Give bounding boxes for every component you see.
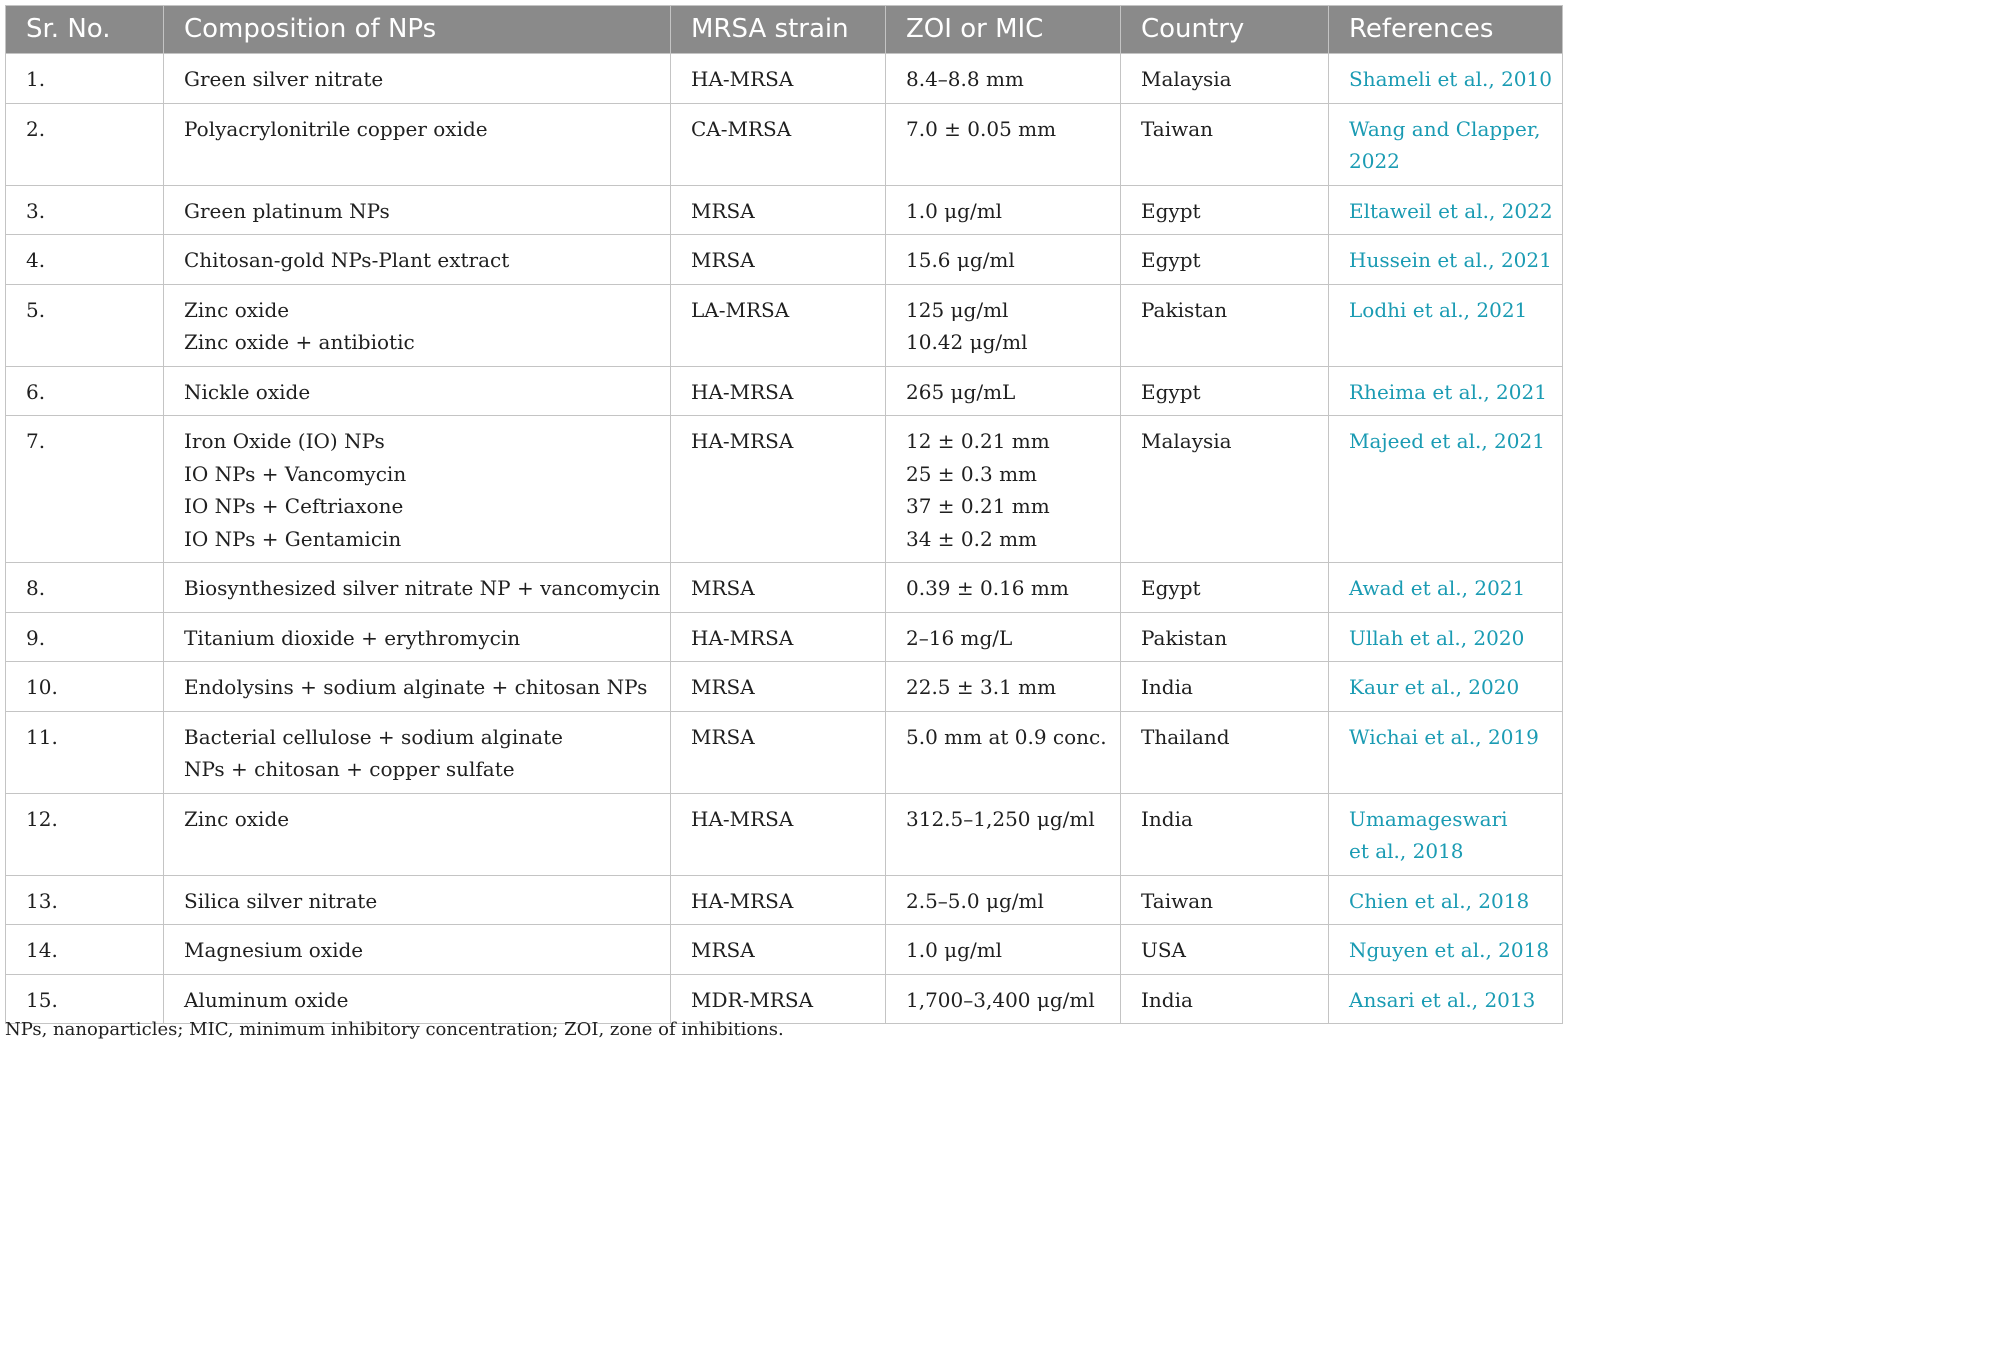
cell-sr-no: 14.	[6, 925, 164, 975]
reference-link-text: Ullah et al., 2020	[1349, 625, 1525, 650]
zoi-value-line: 0.39 ± 0.16 mm	[906, 576, 1069, 600]
cell-composition	[164, 793, 671, 875]
composition-line: Zinc oxide	[184, 806, 290, 831]
cell-country: USA	[1121, 925, 1329, 975]
composition-line: Chitosan-gold NPs-Plant extract	[184, 248, 510, 272]
cell-reference-link[interactable]	[1329, 563, 1563, 613]
cell-sr-no: 2.	[6, 103, 164, 185]
cell-composition	[164, 875, 671, 925]
table-row	[6, 711, 1563, 793]
cell-reference-link[interactable]	[1329, 612, 1563, 662]
cell-zoi-mic	[886, 974, 1121, 1024]
cell-sr-no: 7.	[6, 416, 164, 563]
cell-composition	[164, 563, 671, 613]
header-mrsa-strain: MRSA strain	[671, 6, 886, 54]
cell-mrsa-strain: HA-MRSA	[671, 54, 886, 104]
cell-sr-no: 10.	[6, 662, 164, 712]
cell-mrsa-strain: MRSA	[671, 563, 886, 613]
reference-link-text: Wang and Clapper,	[1349, 116, 1541, 141]
cell-reference-link[interactable]	[1329, 103, 1563, 185]
cell-country: India	[1121, 974, 1329, 1024]
cell-mrsa-strain: CA-MRSA	[671, 103, 886, 185]
zoi-value-line: 265 μg/mL	[906, 379, 1016, 404]
zoi-value-line: 37 ± 0.21 mm	[906, 494, 1050, 518]
table-row	[6, 103, 1563, 185]
cell-composition	[164, 662, 671, 712]
cell-reference-link[interactable]	[1329, 974, 1563, 1024]
zoi-value-line: 7.0 ± 0.05 mm	[906, 116, 1057, 141]
table-row	[6, 875, 1563, 925]
cell-mrsa-strain: MRSA	[671, 662, 886, 712]
composition-line: IO NPs + Vancomycin	[184, 461, 407, 486]
cell-zoi-mic	[886, 103, 1121, 185]
cell-composition	[164, 925, 671, 975]
header-references: References	[1329, 6, 1563, 54]
cell-country: India	[1121, 793, 1329, 875]
cell-country: Malaysia	[1121, 416, 1329, 563]
table-row	[6, 185, 1563, 235]
cell-composition	[164, 103, 671, 185]
cell-zoi-mic	[886, 366, 1121, 416]
reference-link-text: Shameli et al., 2010	[1349, 67, 1552, 91]
header-composition: Composition of NPs	[164, 6, 671, 54]
nanoparticle-mrsa-table	[5, 5, 1563, 1024]
table-row	[6, 925, 1563, 975]
cell-composition	[164, 612, 671, 662]
cell-country: Taiwan	[1121, 875, 1329, 925]
cell-reference-link[interactable]	[1329, 366, 1563, 416]
composition-line: Titanium dioxide + erythromycin	[184, 625, 521, 650]
table-row	[6, 974, 1563, 1024]
cell-zoi-mic	[886, 563, 1121, 613]
reference-link-text: Ansari et al., 2013	[1349, 987, 1536, 1012]
zoi-value-line: 1.0 μg/ml	[906, 938, 1003, 962]
table-row	[6, 54, 1563, 104]
table-row	[6, 416, 1563, 563]
cell-zoi-mic	[886, 925, 1121, 975]
cell-country: Egypt	[1121, 366, 1329, 416]
composition-line: NPs + chitosan + copper sulfate	[184, 757, 515, 781]
reference-link-text: et al., 2018	[1349, 839, 1464, 863]
zoi-value-line: 2–16 mg/L	[906, 625, 1013, 650]
zoi-value-line: 8.4–8.8 mm	[906, 67, 1024, 91]
cell-sr-no: 15.	[6, 974, 164, 1024]
cell-reference-link[interactable]	[1329, 875, 1563, 925]
cell-mrsa-strain: MDR-MRSA	[671, 974, 886, 1024]
reference-link-text: Nguyen et al., 2018	[1349, 938, 1550, 962]
table-row	[6, 662, 1563, 712]
cell-reference-link[interactable]	[1329, 235, 1563, 285]
composition-line: IO NPs + Ceftriaxone	[184, 494, 404, 518]
cell-country: Egypt	[1121, 563, 1329, 613]
composition-line: Magnesium oxide	[184, 938, 364, 962]
reference-link-text: Umamageswari	[1349, 806, 1508, 831]
cell-reference-link[interactable]	[1329, 793, 1563, 875]
cell-country: Taiwan	[1121, 103, 1329, 185]
header-sr-no: Sr. No.	[6, 6, 164, 54]
zoi-value-line: 34 ± 0.2 mm	[906, 526, 1038, 551]
composition-line: Nickle oxide	[184, 379, 311, 404]
reference-link-text: Kaur et al., 2020	[1349, 675, 1520, 699]
reference-link-text: 2022	[1349, 149, 1400, 173]
zoi-value-line: 5.0 mm at 0.9 conc.	[906, 724, 1107, 749]
composition-line: Aluminum oxide	[184, 987, 349, 1012]
reference-link-text: Wichai et al., 2019	[1349, 724, 1539, 749]
composition-line: IO NPs + Gentamicin	[184, 526, 402, 551]
cell-mrsa-strain: HA-MRSA	[671, 875, 886, 925]
cell-zoi-mic	[886, 875, 1121, 925]
cell-sr-no: 6.	[6, 366, 164, 416]
cell-reference-link[interactable]	[1329, 54, 1563, 104]
reference-link-text: Eltaweil et al., 2022	[1349, 198, 1553, 223]
composition-line: Biosynthesized silver nitrate NP + vancomycin	[184, 576, 661, 600]
cell-reference-link[interactable]	[1329, 925, 1563, 975]
header-row	[6, 6, 1563, 54]
cell-mrsa-strain: MRSA	[671, 925, 886, 975]
table-body	[6, 54, 1563, 1024]
cell-sr-no: 13.	[6, 875, 164, 925]
zoi-value-line: 2.5–5.0 μg/ml	[906, 888, 1044, 913]
cell-sr-no: 4.	[6, 235, 164, 285]
cell-composition	[164, 974, 671, 1024]
cell-country: Egypt	[1121, 185, 1329, 235]
zoi-value-line: 15.6 μg/ml	[906, 248, 1015, 272]
cell-mrsa-strain: HA-MRSA	[671, 793, 886, 875]
composition-line: Zinc oxide + antibiotic	[184, 330, 415, 354]
cell-composition	[164, 235, 671, 285]
cell-zoi-mic	[886, 662, 1121, 712]
cell-composition	[164, 711, 671, 793]
composition-line: Endolysins + sodium alginate + chitosan NPs	[184, 675, 648, 699]
cell-sr-no: 8.	[6, 563, 164, 613]
composition-line: Iron Oxide (IO) NPs	[184, 429, 385, 453]
cell-zoi-mic	[886, 416, 1121, 563]
cell-zoi-mic	[886, 284, 1121, 366]
reference-link-text: Rheima et al., 2021	[1349, 379, 1547, 404]
table-footnote: NPs, nanoparticles; MIC, minimum inhibitory concentration; ZOI, zone of inhibitions.	[5, 1019, 784, 1040]
composition-line: Green platinum NPs	[184, 198, 390, 223]
reference-link-text: Awad et al., 2021	[1349, 576, 1526, 600]
cell-mrsa-strain: HA-MRSA	[671, 366, 886, 416]
header-zoi-mic: ZOI or MIC	[886, 6, 1121, 54]
composition-line: Green silver nitrate	[184, 67, 384, 91]
zoi-value-line: 25 ± 0.3 mm	[906, 461, 1038, 486]
cell-composition	[164, 366, 671, 416]
composition-line: Bacterial cellulose + sodium alginate	[184, 724, 563, 749]
table-row	[6, 612, 1563, 662]
cell-mrsa-strain: HA-MRSA	[671, 612, 886, 662]
cell-mrsa-strain: HA-MRSA	[671, 416, 886, 563]
composition-line: Silica silver nitrate	[184, 888, 378, 913]
composition-line: Zinc oxide	[184, 297, 290, 322]
cell-reference-link[interactable]	[1329, 416, 1563, 563]
cell-sr-no: 12.	[6, 793, 164, 875]
cell-zoi-mic	[886, 54, 1121, 104]
cell-zoi-mic	[886, 793, 1121, 875]
cell-mrsa-strain: MRSA	[671, 711, 886, 793]
cell-zoi-mic	[886, 711, 1121, 793]
cell-composition	[164, 284, 671, 366]
cell-country: Thailand	[1121, 711, 1329, 793]
cell-country: Malaysia	[1121, 54, 1329, 104]
zoi-value-line: 125 μg/ml	[906, 297, 1009, 322]
zoi-value-line: 10.42 μg/ml	[906, 330, 1028, 354]
cell-zoi-mic	[886, 185, 1121, 235]
cell-reference-link[interactable]	[1329, 284, 1563, 366]
cell-country: India	[1121, 662, 1329, 712]
cell-sr-no: 3.	[6, 185, 164, 235]
cell-reference-link[interactable]	[1329, 662, 1563, 712]
table-row	[6, 563, 1563, 613]
reference-link-text: Hussein et al., 2021	[1349, 248, 1552, 272]
table-row	[6, 235, 1563, 285]
cell-mrsa-strain: MRSA	[671, 185, 886, 235]
zoi-value-line: 22.5 ± 3.1 mm	[906, 675, 1057, 699]
cell-reference-link[interactable]	[1329, 185, 1563, 235]
cell-sr-no: 5.	[6, 284, 164, 366]
cell-sr-no: 11.	[6, 711, 164, 793]
cell-sr-no: 1.	[6, 54, 164, 104]
header-country: Country	[1121, 6, 1329, 54]
zoi-value-line: 1.0 μg/ml	[906, 198, 1003, 223]
table-row	[6, 284, 1563, 366]
table-row	[6, 366, 1563, 416]
reference-link-text: Lodhi et al., 2021	[1349, 297, 1528, 322]
cell-composition	[164, 416, 671, 563]
table-header	[6, 6, 1563, 54]
cell-reference-link[interactable]	[1329, 711, 1563, 793]
cell-zoi-mic	[886, 235, 1121, 285]
reference-link-text: Chien et al., 2018	[1349, 888, 1530, 913]
cell-country: Pakistan	[1121, 612, 1329, 662]
cell-mrsa-strain: LA-MRSA	[671, 284, 886, 366]
cell-composition	[164, 185, 671, 235]
cell-country: Egypt	[1121, 235, 1329, 285]
cell-sr-no: 9.	[6, 612, 164, 662]
zoi-value-line: 312.5–1,250 μg/ml	[906, 806, 1095, 831]
data-table-container	[5, 5, 1562, 1024]
reference-link-text: Majeed et al., 2021	[1349, 429, 1545, 453]
cell-zoi-mic	[886, 612, 1121, 662]
table-row	[6, 793, 1563, 875]
cell-composition	[164, 54, 671, 104]
zoi-value-line: 12 ± 0.21 mm	[906, 429, 1050, 453]
composition-line: Polyacrylonitrile copper oxide	[184, 116, 488, 141]
zoi-value-line: 1,700–3,400 μg/ml	[906, 987, 1095, 1012]
cell-mrsa-strain: MRSA	[671, 235, 886, 285]
cell-country: Pakistan	[1121, 284, 1329, 366]
